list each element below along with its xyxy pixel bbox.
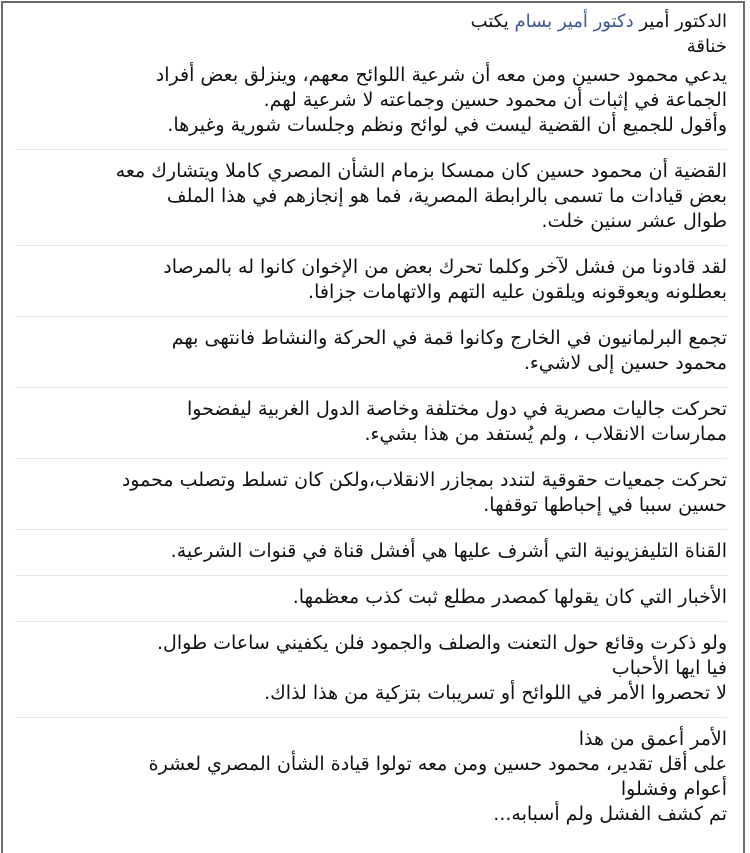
paragraph-divider: [15, 717, 727, 718]
post-topic: خناقة: [686, 36, 727, 57]
paragraph-line: لقد قادونا من فشل لآخر وكلما تحرك بعض من الإخوان كانوا له بالمرصاد: [163, 256, 727, 278]
author-prefix: الدكتور أمير: [639, 11, 727, 32]
paragraph-line: على أقل تقدير، محمود حسين ومن معه تولوا قيادة الشأن المصري لعشرة: [148, 753, 727, 775]
paragraph-line: فيا ايها الأحباب: [611, 657, 727, 679]
paragraph-line: الأمر أعمق من هذا: [578, 728, 727, 750]
post-paragraph: [15, 631, 727, 717]
paragraph-line: تجمع البرلمانيون في الخارج وكانوا قمة في الحركة والنشاط فانتهى بهم: [171, 327, 727, 349]
paragraph-line: القناة التليفزيونية التي أشرف عليها هي أفشل قناة في قنوات الشرعية.: [170, 540, 727, 562]
post-paragraph: [15, 326, 727, 387]
paragraph-line: تحركت جاليات مصرية في دول مختلفة وخاصة الدول الغربية ليفضحوا: [186, 398, 727, 420]
post-header: [15, 9, 727, 35]
paragraph-divider: [15, 529, 727, 530]
paragraph-line: محمود حسين إلى لاشيء.: [523, 352, 727, 374]
author-link[interactable]: دكتور أمير بسام: [514, 11, 634, 32]
paragraph-line: الجماعة في إثبات أن محمود حسين وجماعته لا شرعية لهم.: [263, 89, 727, 111]
paragraph-divider: [15, 387, 727, 388]
paragraph-line: أعوام وفشلوا: [620, 778, 727, 800]
post-container: [1, 1, 745, 853]
paragraph-line: بعطلونه ويعوقونه ويلقون عليه التهم والاتهامات جزافا.: [308, 281, 727, 303]
post-paragraph: [15, 727, 727, 838]
paragraph-line: تحركت جمعيات حقوقية لتندد بمجازر الانقلاب،ولكن كان تسلط وتصلب محمود: [121, 469, 727, 491]
paragraph-line: بعض قيادات ما تسمى بالرابطة المصرية، فما هو إنجازهم في هذا الملف: [166, 185, 727, 207]
paragraph-line: لا تحصروا الأمر في اللوائح أو تسريبات بتزكية من هذا لذاك.: [264, 682, 727, 704]
paragraph-line: يدعي محمود حسين ومن معه أن شرعية اللوائح معهم، وينزلق بعض أفراد: [155, 64, 727, 86]
post-paragraph: [15, 255, 727, 316]
paragraph-line: طوال عشر سنين خلت.: [541, 210, 727, 232]
post-body: [3, 3, 743, 838]
paragraph-line: الأخبار التي كان يقولها كمصدر مطلع ثبت كذب معظمها.: [292, 586, 727, 608]
post-paragraph: [15, 539, 727, 575]
post-paragraph: [15, 159, 727, 245]
paragraph-divider: [15, 621, 727, 622]
paragraph-line: تم كشف الفشل ولم أسبابه...: [493, 803, 727, 825]
paragraph-divider: [15, 245, 727, 246]
paragraph-divider: [15, 575, 727, 576]
paragraph-divider: [15, 458, 727, 459]
paragraph-line: ممارسات الانقلاب ، ولم يُستفد من هذا بشيء.: [364, 423, 727, 445]
paragraph-divider: [15, 316, 727, 317]
post-paragraph: [15, 63, 727, 149]
paragraph-line: وأقول للجميع أن القضية ليست في لوائح ونظم وجلسات شورية وغيرها.: [167, 114, 727, 136]
paragraph-divider: [15, 149, 727, 150]
post-paragraphs: [15, 63, 727, 838]
paragraph-line: حسين سببا في إحباطها توقفها.: [483, 494, 727, 516]
post-paragraph: [15, 468, 727, 529]
author-suffix: يكتب: [470, 11, 509, 32]
post-paragraph: [15, 397, 727, 458]
post-paragraph: [15, 585, 727, 621]
paragraph-line: ولو ذكرت وقائع حول التعنت والصلف والجمود فلن يكفيني ساعات طوال.: [157, 632, 727, 654]
paragraph-line: القضية أن محمود حسين كان ممسكا بزمام الشأن المصري كاملا ويتشارك معه: [115, 160, 727, 182]
